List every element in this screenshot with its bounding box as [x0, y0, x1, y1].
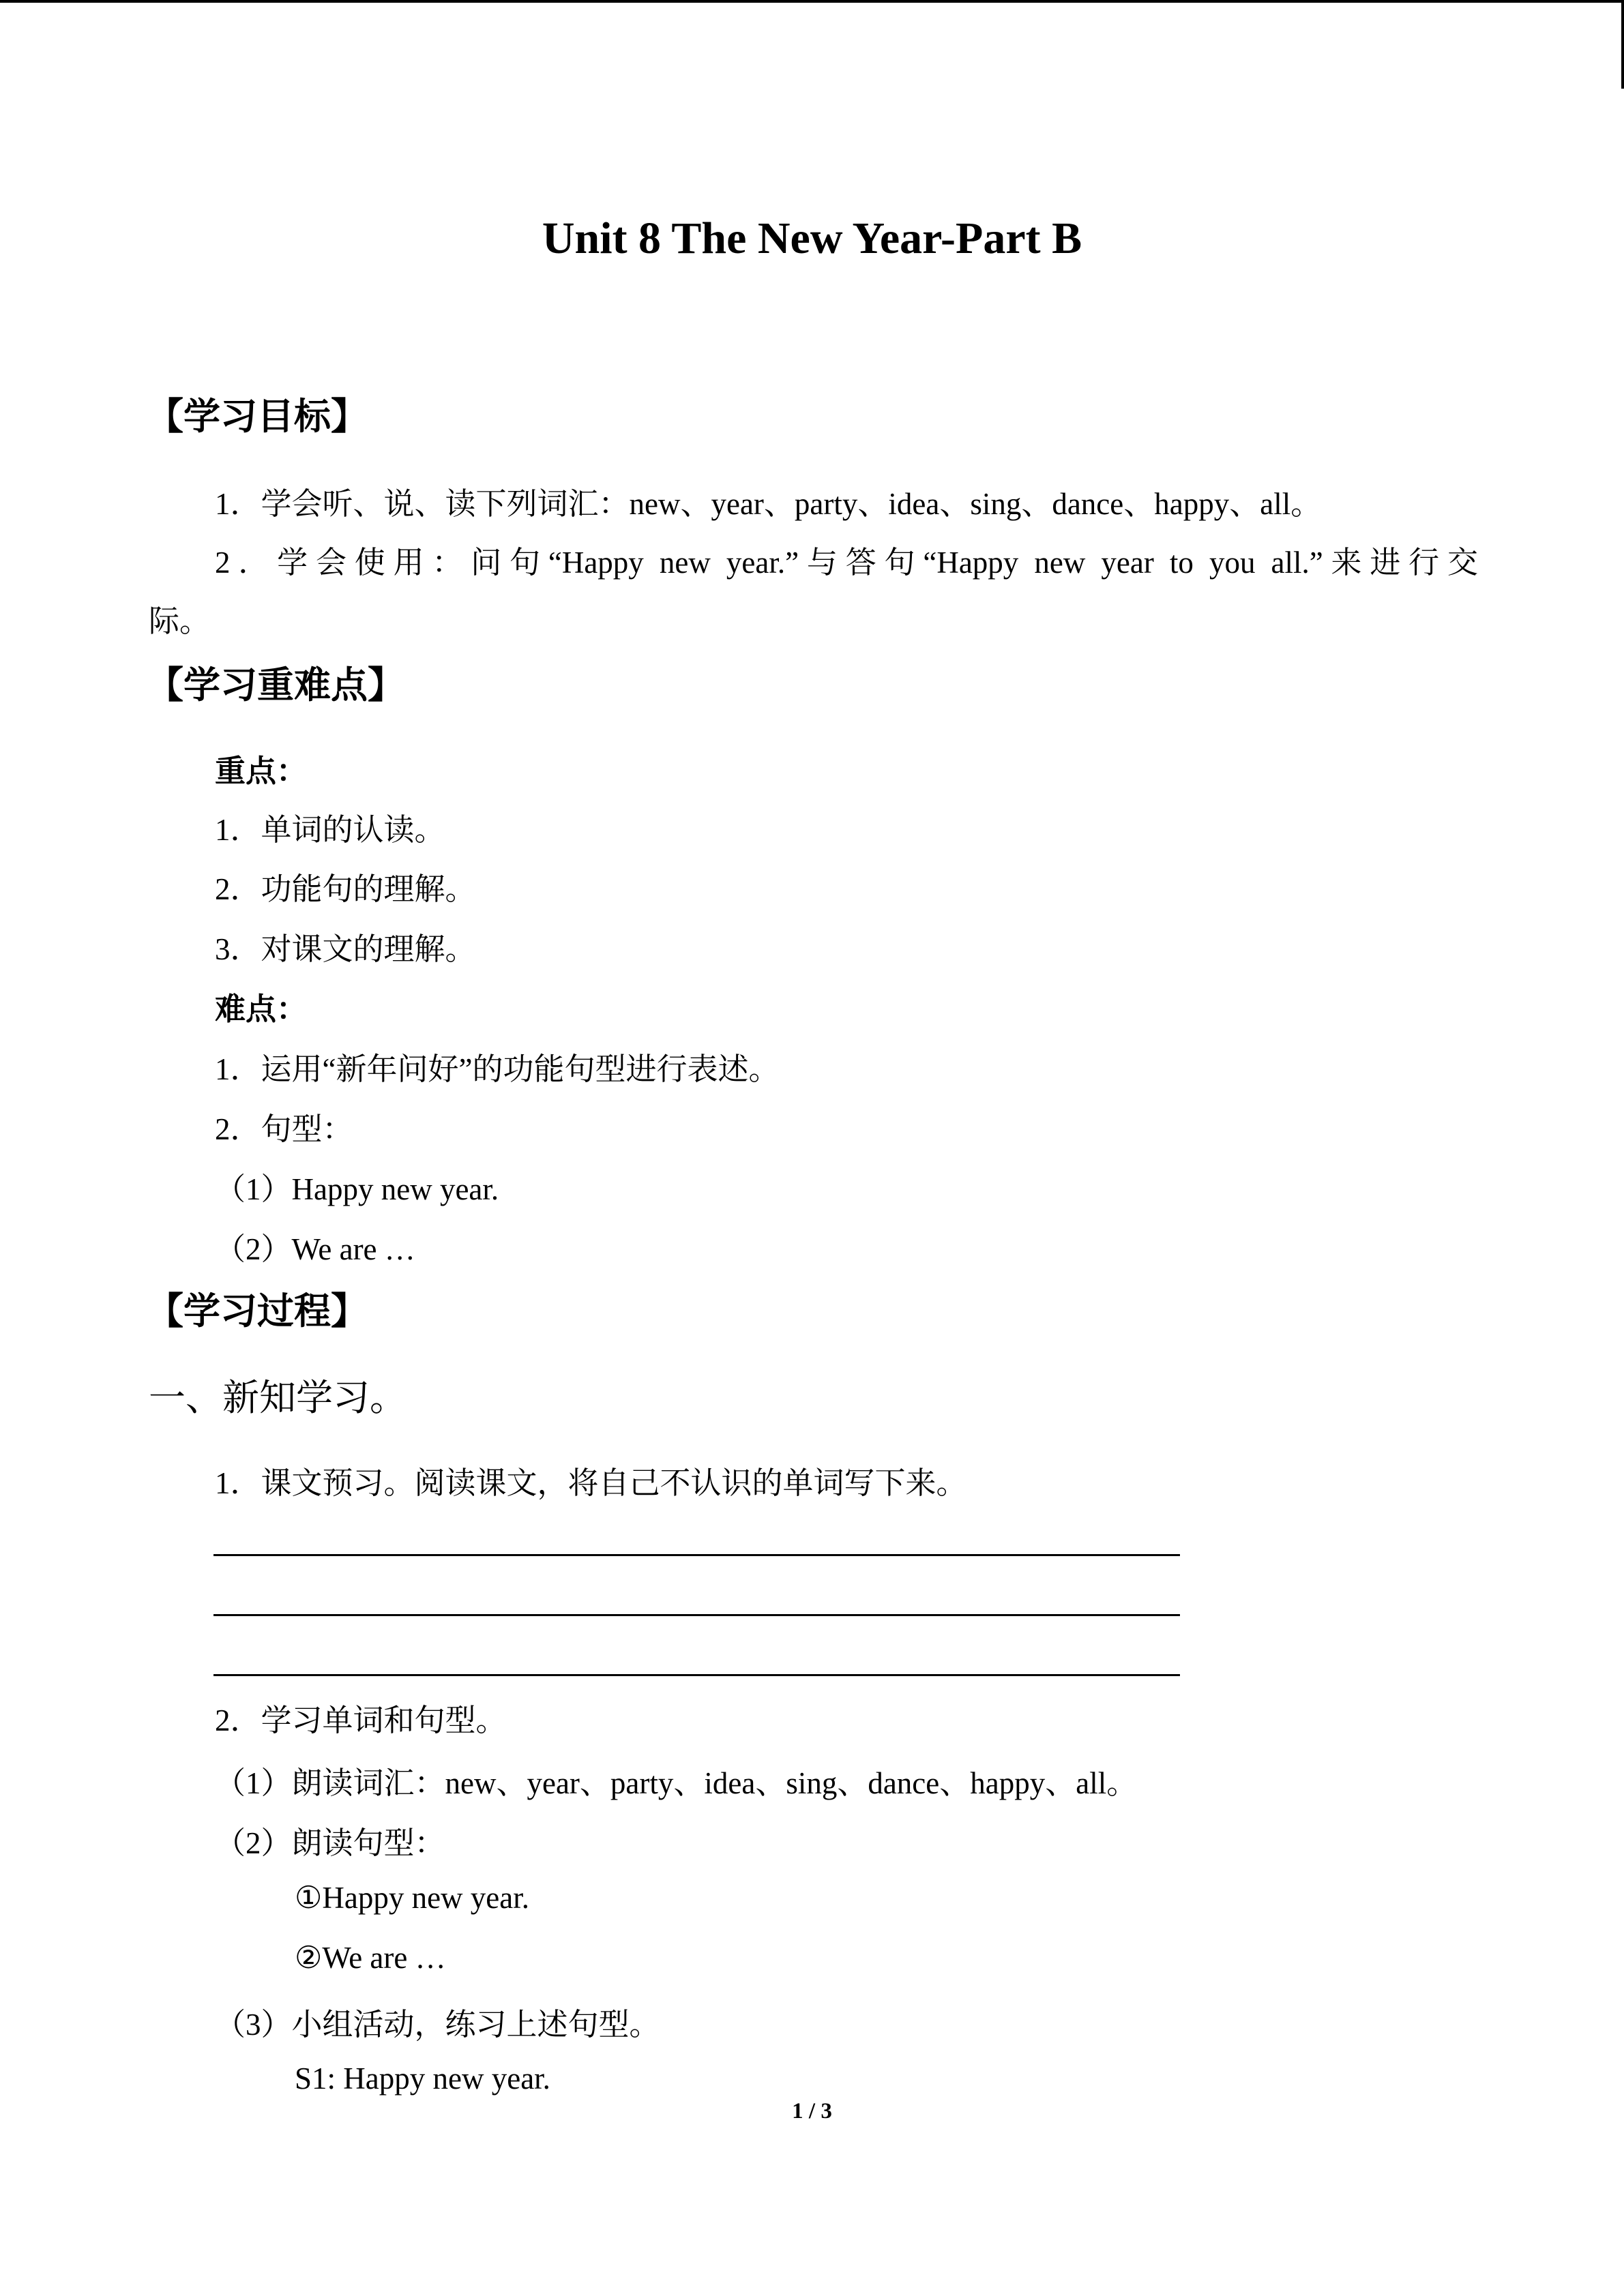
difficult-label: 难点：: [215, 992, 308, 1026]
part1-heading: 一、新知学习。: [149, 1377, 407, 1418]
difficult-item-1: 1．运用“新年问好”的功能句型进行表述。: [215, 1052, 780, 1086]
answer-blank-line-1: [213, 1554, 1180, 1556]
difficult-item-2: 2．句型：: [215, 1112, 353, 1146]
focus-item-1: 1．单词的认读。: [215, 813, 445, 847]
dialog-line-s1: S1: Happy new year.: [295, 2061, 550, 2096]
right-border-line: [1621, 0, 1624, 89]
page-number: 1 / 3: [792, 2099, 832, 2123]
pattern-item-1: （1）Happy new year.: [215, 1172, 499, 1206]
section-heading-process: 【学习过程】: [147, 1291, 368, 1332]
sentence-item-2: ②We are …: [295, 1941, 446, 1975]
objective-item-2-continuation: 际。: [149, 604, 211, 638]
focus-item-2: 2．功能句的理解。: [215, 872, 476, 906]
process-step-1: 1．课文预习。阅读课文，将自己不认识的单词写下来。: [215, 1466, 967, 1500]
objective-item-1: 1．学会听、说、读下列词汇：new、year、party、idea、sing、dance、happy、all。: [215, 487, 1322, 521]
process-sub-item-1: （1）朗读词汇：new、year、party、idea、sing、dance、happy、all。: [215, 1766, 1138, 1800]
answer-blank-line-3: [213, 1674, 1180, 1676]
process-sub-item-2: （2）朗读句型：: [215, 1826, 445, 1860]
objective-item-2: 2．学会使用：问句“Happy new year.”与答句“Happy new year to you all.”来进行交: [215, 546, 1478, 580]
sentence-item-1: ①Happy new year.: [295, 1881, 529, 1915]
document-title: Unit 8 The New Year-Part B: [542, 213, 1082, 263]
process-sub-item-3: （3）小组活动，练习上述句型。: [215, 2008, 660, 2042]
section-heading-key-points: 【学习重难点】: [147, 665, 404, 706]
answer-blank-line-2: [213, 1614, 1180, 1616]
top-border-line: [0, 0, 1624, 3]
focus-item-3: 3．对课文的理解。: [215, 932, 476, 966]
pattern-item-2: （2）We are …: [215, 1232, 415, 1266]
process-step-2: 2．学习单词和句型。: [215, 1703, 507, 1738]
section-heading-objectives: 【学习目标】: [147, 396, 368, 437]
focus-label: 重点：: [215, 754, 308, 788]
